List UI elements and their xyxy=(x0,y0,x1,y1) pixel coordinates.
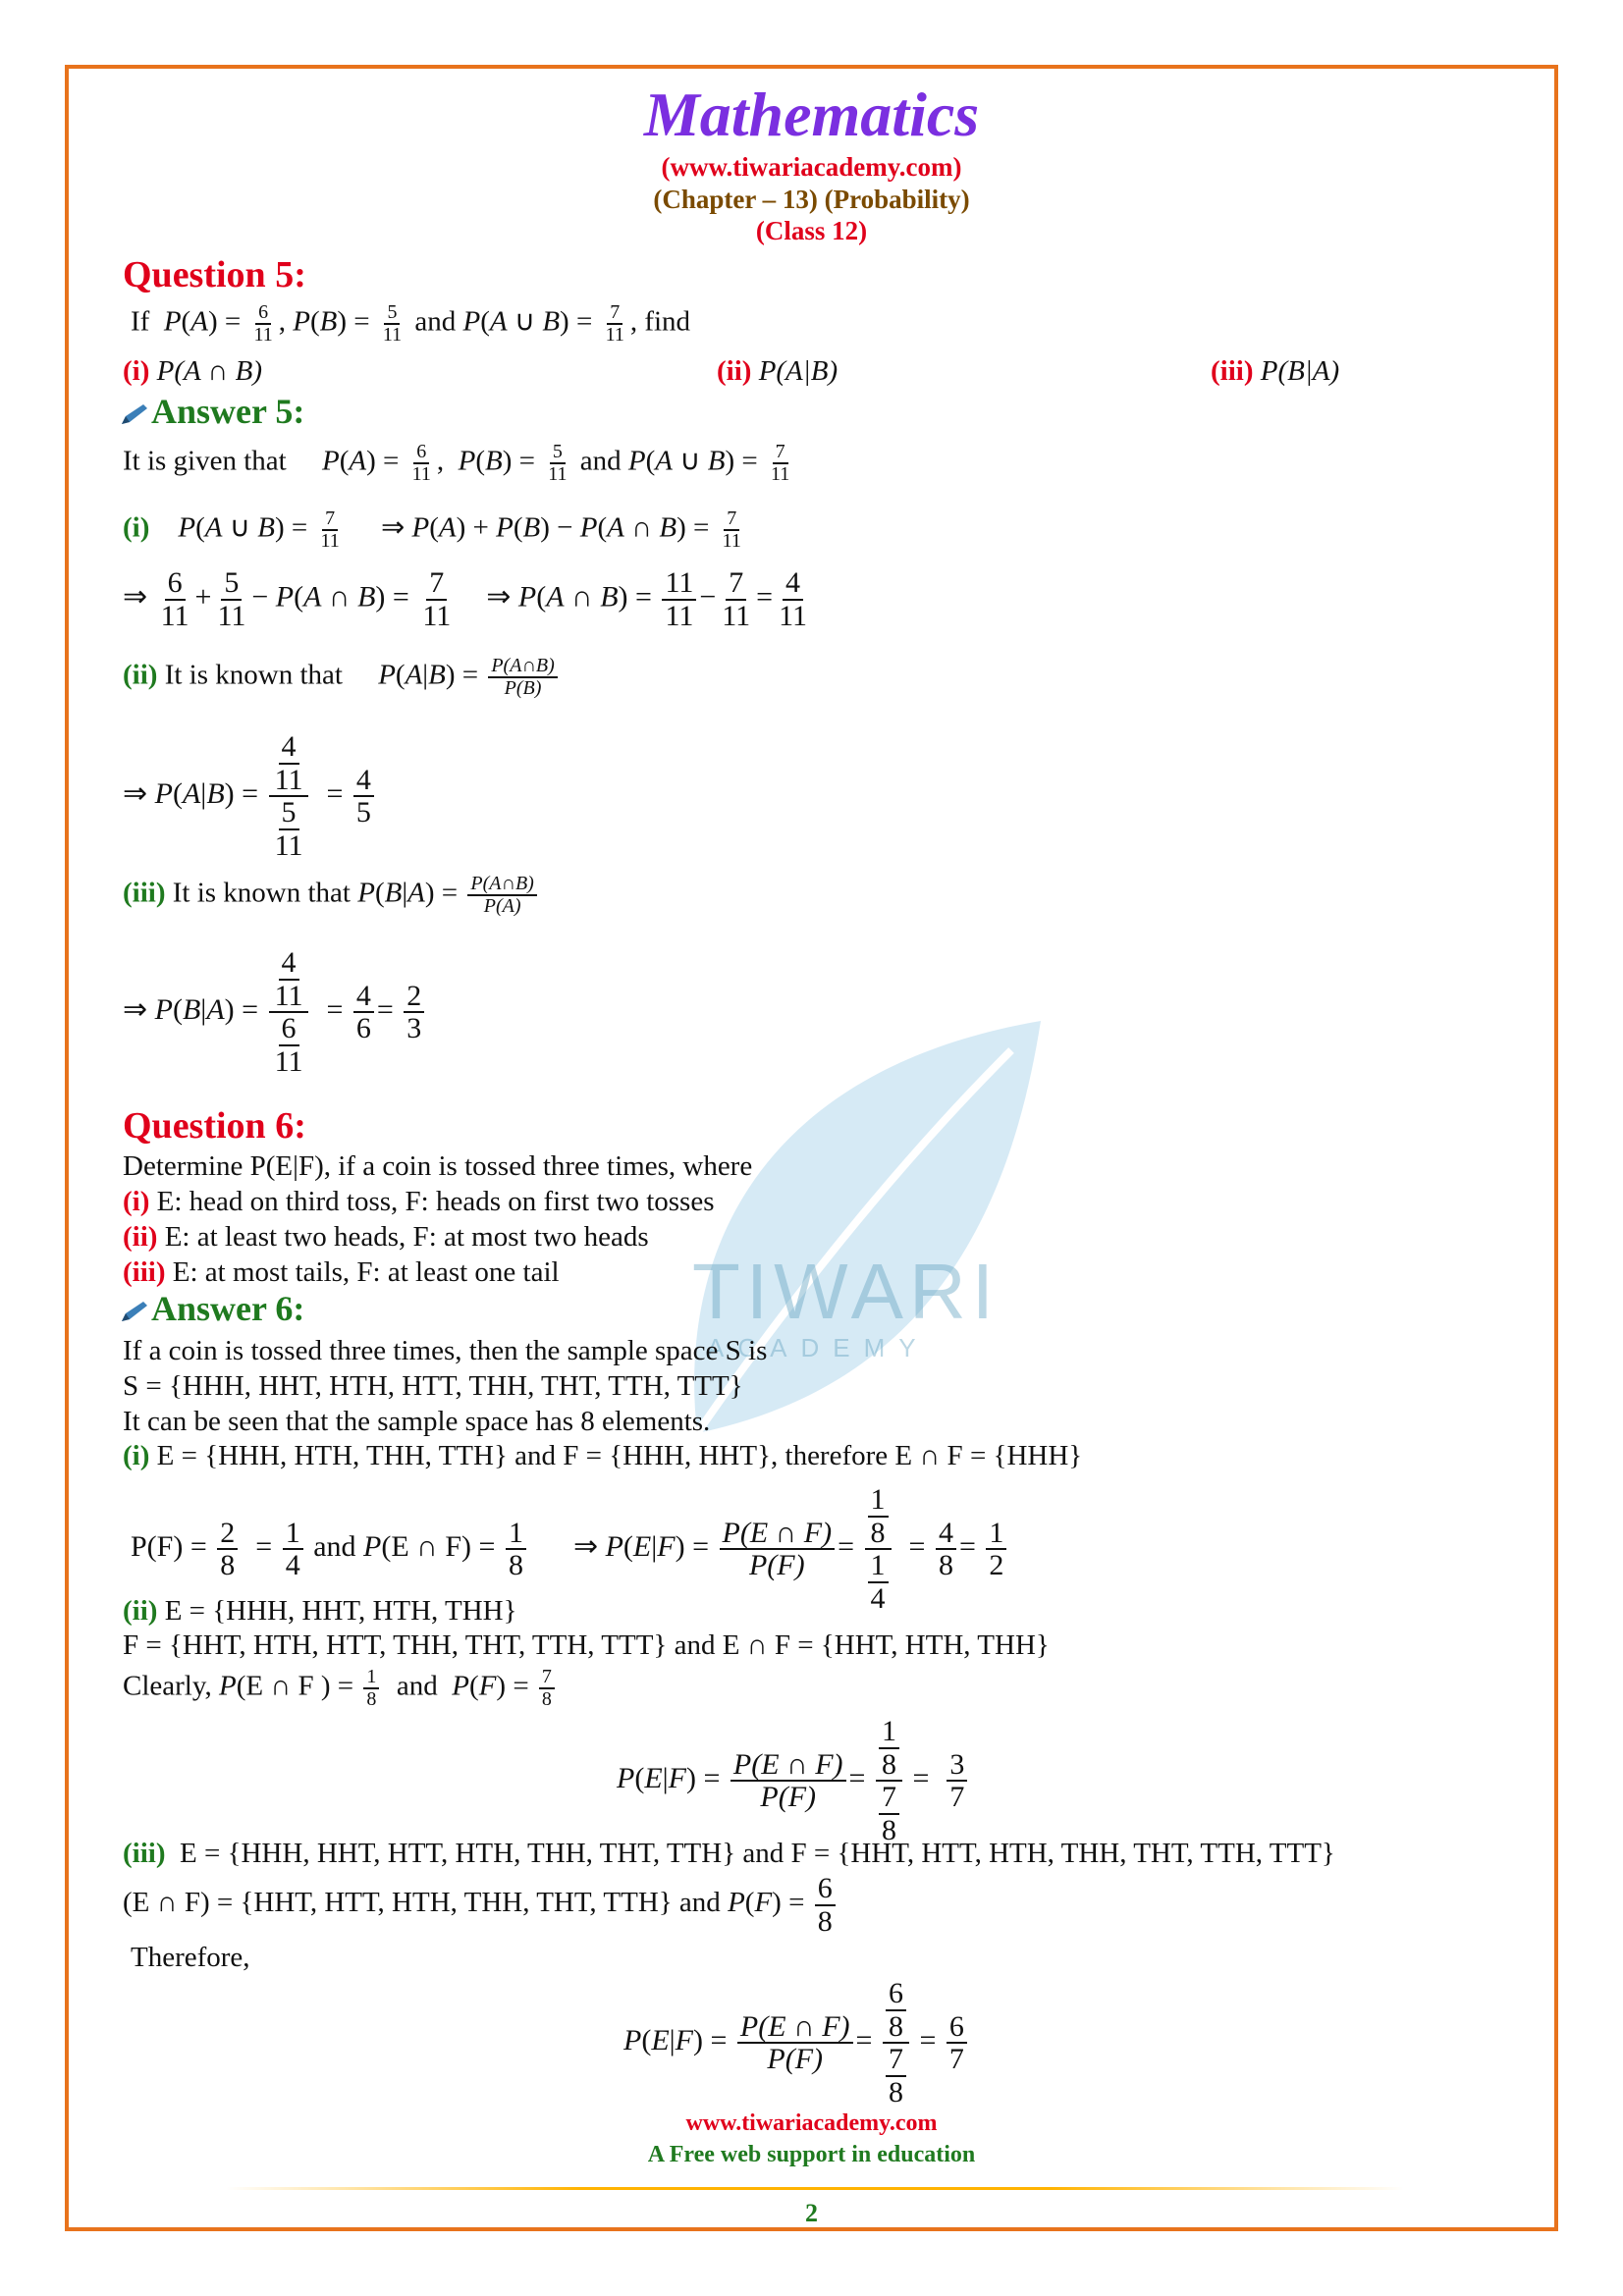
question-6-part-ii: (ii) E: at least two heads, F: at most two heads xyxy=(123,1221,649,1253)
answer-6-part-ii-F: F = {HHT, HTH, HTT, THH, THT, TTH, TTT} and E ∩ F = {HHT, HTH, THH} xyxy=(123,1629,1050,1661)
answer-6-part-iii-sets: (iii) E = {HHH, HHT, HTT, HTH, THH, THT, TTH} and F = {HHT, HTT, HTH, THH, THT, TTH, TTT} xyxy=(123,1838,1335,1869)
answer-6-part-ii-clearly: Clearly, P(E ∩ F ) = $\frac{1}{8}$ and P(F) = $\frac{7}{8}$ xyxy=(123,1667,558,1710)
footer-divider xyxy=(226,2187,1404,2190)
answer-6-part-i-sets: (i) E = {HHH, HTH, THH, TTH} and F = {HHH, HHT}, therefore E ∩ F = {HHH} xyxy=(123,1440,1083,1471)
watermark-sub: ACADEMY xyxy=(707,1333,930,1362)
question-5-part-i: (i) P(A ∩ B) xyxy=(123,355,263,387)
header-class: (Class 12) xyxy=(755,216,868,245)
header-chapter: (Chapter – 13) (Probability) xyxy=(653,185,970,214)
question-6-intro: Determine P(E|F), if a coin is tossed three times, where xyxy=(123,1150,753,1182)
pen-icon xyxy=(120,402,149,426)
answer-5-heading: Answer 5: xyxy=(120,391,304,432)
question-5-part-ii: (ii) P(A|B) xyxy=(717,355,839,387)
answer-6-part-i-calc: P(F) = $\frac{2}{8}$ = $\frac{1}{4}$ and P(E ∩ F) = $\frac{1}{8}$ ⇒ P(E|F) = $\frac{P(E \cap F)}{P(F)}$ = $\frac{\frac{1}{8}}{\frac{1}{4}}$ = $\frac{4}{8}$ = $\frac{1}{2}$ xyxy=(131,1484,1009,1614)
footer-url[interactable]: www.tiwariacademy.com xyxy=(685,2110,938,2136)
watermark-word: TIWARI xyxy=(692,1248,1000,1335)
question-6-part-i: (i) E: head on third toss, F: heads on first two tosses xyxy=(123,1186,715,1217)
page-title: Mathematics xyxy=(643,80,980,149)
answer-6-line1: If a coin is tossed three times, then the sample space S is xyxy=(123,1335,768,1366)
question-5-part-iii: (iii) P(B|A) xyxy=(1211,355,1340,387)
find-word: , find xyxy=(629,305,691,338)
answer-5-part-i-line1: (i) P(A ∪ B) = $\frac{7}{11}$ ⇒ P(A) + P(B) − P(A ∩ B) = $\frac{7}{11}$ xyxy=(123,507,741,552)
answer-6-line3: It can be seen that the sample space has 8 elements. xyxy=(123,1406,711,1437)
and-word: and xyxy=(414,305,457,338)
answer-5-part-iii-line1: (iii) It is known that P(B|A) = $\frac{P(A\cap B)}{P(A)}$ xyxy=(123,874,540,917)
header-website: (www.tiwariacademy.com) xyxy=(661,152,962,182)
if-word: If xyxy=(131,305,150,338)
answer-5-part-iii-line2: ⇒ P(B|A) = $\frac{\frac{4}{11}}{\frac{6}{11}}$ = $\frac{4}{6}$ = $\frac{2}{3}$ xyxy=(123,947,427,1077)
answer-6-part-iii-result: P(E|F) = $\frac{P(E \cap F)}{P(F)}$ = $\frac{\frac{6}{8}}{\frac{7}{8}}$ = $\frac{6}{7}$ xyxy=(623,1978,970,2108)
answer-6-part-ii-result: P(E|F) = $\frac{P(E \cap F)}{P(F)}$ = $\frac{\frac{1}{8}}{\frac{7}{8}}$ = $\frac{3}{7}$ xyxy=(617,1716,970,1845)
answer-5-part-i-line2: ⇒ $\frac{6}{11}$ + $\frac{5}{11}$ − P(A ∩ B) = $\frac{7}{11}$ ⇒ P(A ∩ B) = $\frac{11}{11}$ − $\frac{7}{11}$ = $\frac{4}{11}$ xyxy=(123,566,807,632)
answer-6-sample-space: S = {HHH, HHT, HTH, HTT, THH, THT, TTH, TTT} xyxy=(123,1370,743,1402)
answer-5-given: It is given that P(A) = $\frac{6}{11}$ , P(B) = $\frac{5}{11}$ and P(A ∪ B) = $\frac{7}{11}$ xyxy=(123,441,790,485)
question-5-heading: Question 5: xyxy=(123,254,306,295)
page-number: 2 xyxy=(805,2199,818,2227)
answer-5-part-ii-line2: ⇒ P(A|B) = $\frac{\frac{4}{11}}{\frac{5}{11}}$ = $\frac{4}{5}$ xyxy=(123,731,377,861)
question-5-statement: If P(A) = $\frac{6}{11}$ , P(B) = $\frac{5}{11}$ and P(A ∪ B) = $\frac{7}{11}$ , find xyxy=(131,301,691,346)
answer-5-part-ii-line1: (ii) It is known that P(A|B) = $\frac{P(A\cap B)}{P(B)}$ xyxy=(123,656,561,699)
question-6-part-iii: (iii) E: at most tails, F: at least one tail xyxy=(123,1256,560,1288)
answer-6-heading: Answer 6: xyxy=(120,1288,304,1329)
pen-icon xyxy=(120,1300,149,1323)
question-6-heading: Question 6: xyxy=(123,1105,306,1147)
answer-6-part-iii-EF: (E ∩ F) = {HHT, HTT, HTH, THH, THT, TTH} and P(F) = $\frac{6}{8}$ xyxy=(123,1873,839,1937)
answer-6-part-ii-E: (ii) E = {HHH, HHT, HTH, THH} xyxy=(123,1595,517,1627)
footer-tagline: A Free web support in education xyxy=(647,2142,976,2167)
answer-6-therefore: Therefore, xyxy=(131,1942,250,1973)
